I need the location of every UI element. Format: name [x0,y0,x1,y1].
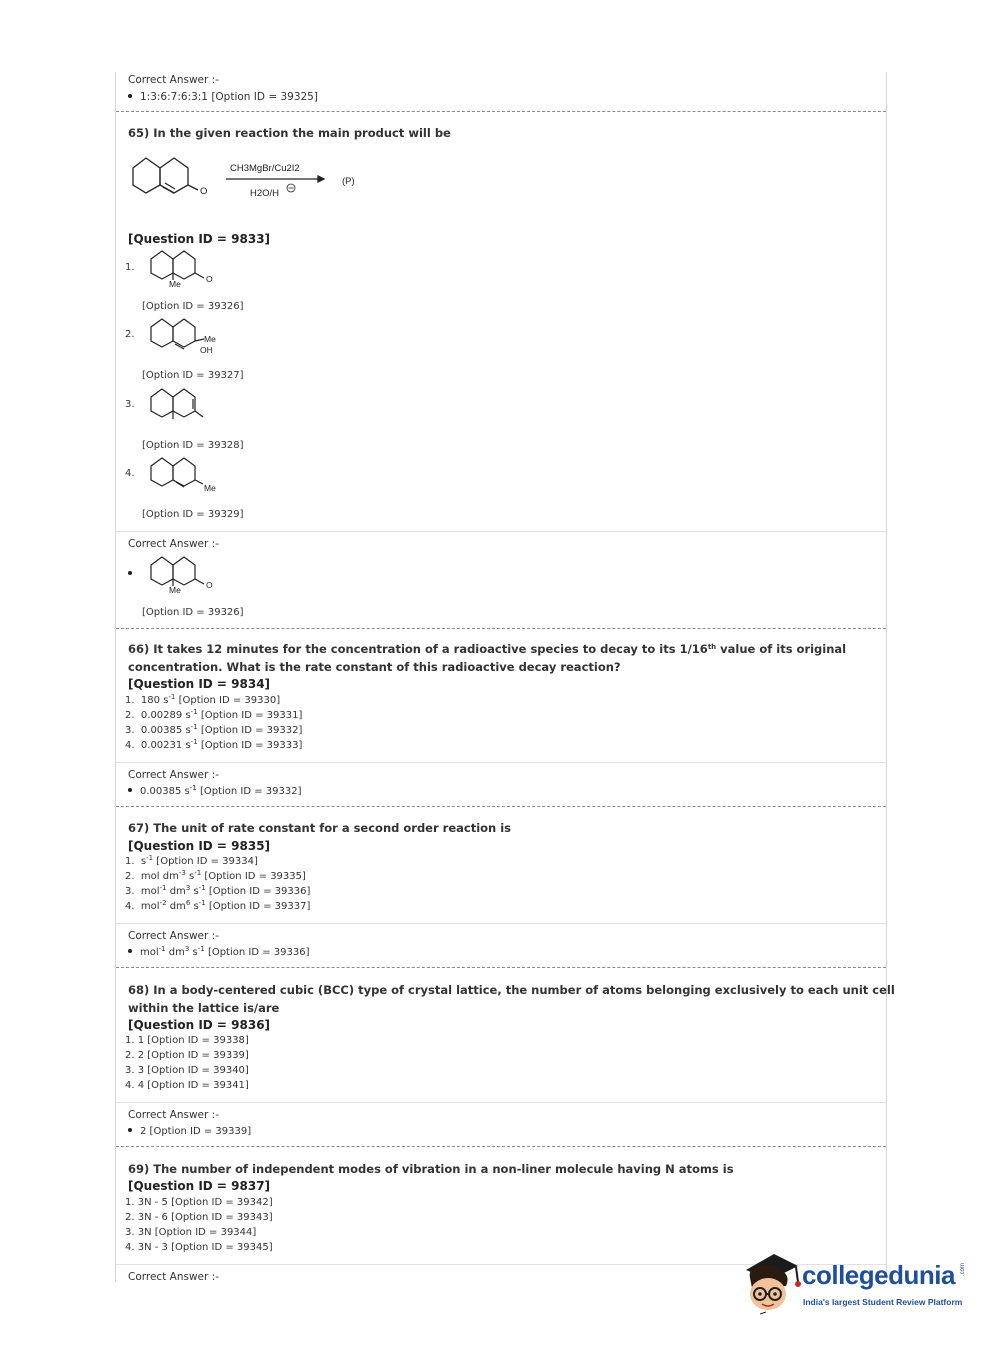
oh-label: OH [200,345,213,355]
divider [116,762,886,763]
reaction-scheme [128,148,388,208]
question-text: 68) In a body-centered cubic (BCC) type of crystal lattice, the number of atoms belonging exclusively to each unit cell [128,983,895,997]
divider [116,967,886,968]
me-label: Me [169,585,181,595]
correct-answer-item: mol$^{-1}$ $dm^3$ $s^{-1}$ [Option ID = 39336] [128,947,310,958]
option-item: 3. 3N [Option ID = 39344] [125,1227,257,1238]
correct-answer-label: Correct Answer :- [128,1271,219,1283]
oxo-label: O [206,274,213,284]
oxo-label: O [200,186,208,197]
divider [116,1102,886,1103]
option-id: [Option ID = 39327] [142,370,244,381]
divider [116,628,886,629]
collegedunia-logo [740,1248,980,1318]
exam-page [115,72,895,1283]
oxo-label: O [206,580,213,590]
divider [116,1146,886,1147]
correct-answer-item: 2 [Option ID = 39339] [128,1126,251,1137]
divider [116,806,886,807]
correct-answer-label: Correct Answer :- [128,538,219,550]
divider [116,923,886,924]
question-text: 65) In the given reaction the main product will be [128,126,451,140]
option-2-structure [146,315,236,361]
option-item: 2. mol $dm^{-3}$ $s^{-1}$ [Option ID = 39335] [125,869,306,882]
option-item: 4. 4 [Option ID = 39341] [125,1080,249,1091]
question-text: concentration. What is the rate constant of this radioactive decay reaction? [128,660,621,674]
option-id: [Option ID = 39326] [142,607,244,618]
option-number: 4. [125,468,135,479]
bullet-icon [128,949,132,953]
option-item: 1. $s^{-1}$ [Option ID = 39334] [125,854,258,867]
option-item: 3. mol$^{-1}$ $dm^3$ $s^{-1}$ [Option ID = 39336] [125,884,311,897]
logo-tagline: India's largest Student Review Platform [803,1297,963,1307]
option-item: 4. 0.00231 $s^{-1}$ [Option ID = 39333] [125,738,303,751]
product-label: (P) [342,176,355,187]
correct-answer-label: Correct Answer :- [128,930,219,942]
option-item: 3. 0.00385 $s^{-1}$ [Option ID = 39332] [125,723,303,736]
me-label: Me [169,279,181,289]
option-item: 2. 0.00289 $s^{-1}$ [Option ID = 39331] [125,708,303,721]
divider [116,531,886,532]
question-id: [Question ID = 9834] [128,677,271,691]
correct-answer-item: 1:3:6:7:6:3:1 [Option ID = 39325] [128,91,318,103]
question-id: [Question ID = 9835] [128,839,271,853]
question-text: 69) The number of independent modes of vibration in a non-liner molecule having N atoms is [128,1162,734,1176]
correct-answer-item: 0.00385 $s^{-1}$ [Option ID = 39332] [128,786,302,797]
question-id: [Question ID = 9837] [128,1179,271,1193]
question-id: [Question ID = 9836] [128,1018,271,1032]
bullet-icon [128,571,132,575]
option-number: 3. [125,399,135,410]
bullet-icon [128,94,132,98]
option-number: 2. [125,329,135,340]
question-id: [Question ID = 9833] [128,232,271,246]
correct-answer-label: Correct Answer :- [128,1109,219,1121]
me-label: Me [204,483,216,493]
option-id: [Option ID = 39329] [142,509,244,520]
question-text: 67) The unit of rate constant for a second order reaction is [128,821,512,835]
divider [116,111,886,112]
question-text: 66) It takes 12 minutes for the concentration of a radioactive species to decay to its 1/16th value of its original [128,642,847,656]
bullet-icon [128,788,132,792]
option-item: 1. 1 [Option ID = 39338] [125,1035,249,1046]
bullet-icon [128,1128,132,1132]
option-item: 3. 3 [Option ID = 39340] [125,1065,249,1076]
option-item: 2. 2 [Option ID = 39339] [125,1050,249,1061]
option-number: 1. [125,262,135,273]
option-item: 1. 3N - 5 [Option ID = 39342] [125,1197,273,1208]
option-id: [Option ID = 39328] [142,440,244,451]
reagent-bottom-text: H2O/H [250,188,280,199]
option-id: [Option ID = 39326] [142,301,244,312]
logo-suffix: .com [960,1262,966,1276]
correct-answer-label: Correct Answer :- [128,74,219,86]
mascot-icon [740,1248,804,1316]
option-4-structure [146,454,236,500]
me-label: Me [204,334,216,344]
option-item: 4. 3N - 3 [Option ID = 39345] [125,1242,273,1253]
correct-answer-label: Correct Answer :- [128,769,219,781]
answer-structure [146,553,236,599]
option-item: 1. 180 $s^{-1}$ [Option ID = 39330] [125,693,281,706]
option-item: 4. mol$^{-2}$ $dm^6$ $s^{-1}$ [Option ID = 39337] [125,899,311,912]
option-3-structure [146,385,236,431]
option-item: 2. 3N - 6 [Option ID = 39343] [125,1212,273,1223]
logo-wordmark: collegedunia [802,1260,955,1290]
reagent-top-text: CH3MgBr/Cu2I2 [230,163,300,174]
question-text: within the lattice is/are [128,1001,280,1015]
option-1-structure [146,247,236,293]
